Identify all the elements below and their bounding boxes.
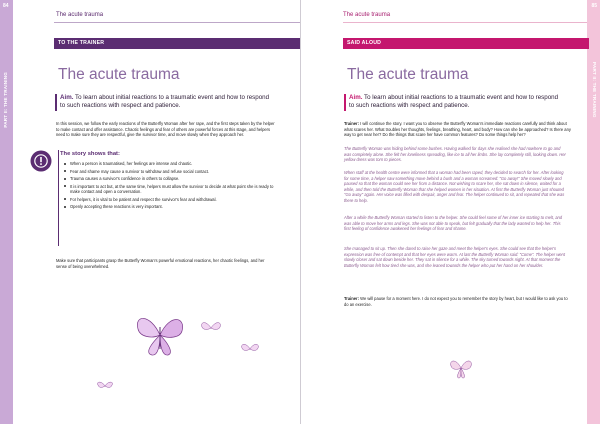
- butterfly-illustration: [130, 305, 190, 365]
- story-paragraph: After a while the Butterfly Woman started to listen to the helper. She could feel some of her inner ice starting to melt, and was able to move her arms and legs. She was not able to speak, but felt gradually that the lady wanted to help her. This first feeling of confidence awakened her feelings of fear and shame.: [344, 215, 563, 232]
- list-item: When a person is traumatised, her feelings are intense and chaotic.: [64, 161, 282, 166]
- side-section-label: PART II: THE TRAINING: [592, 62, 597, 118]
- running-head: The acute trauma: [343, 12, 391, 18]
- intro-paragraph: In this session, we follow the early reactions of the Butterfly Woman after her rape, and the first steps taken by the helper to make contact and offer assistance. Chaotic feelings and fear of others are powerful forces at this stage, and helpers need to make sure they are respectful, give the survivor time, and move slowly when they approach her.: [56, 121, 275, 138]
- closing-paragraph: Make sure that participants grasp the Butterfly Woman's powerful emotional reactions, her chaotic feelings, and her sense of being overwhelmed.: [56, 258, 265, 269]
- page-gutter: [300, 0, 301, 424]
- right-page: [300, 0, 600, 424]
- story-paragraph: The Butterfly Woman was hiding behind some bushes. Having walked for days she realised she had nowhere to go and was completely alone. She felt her loneliness spreading, like ice to all her limbs. She lay completely still, looking down. Her yellow dress was torn to pieces.: [344, 146, 566, 163]
- butterfly-illustration: [240, 342, 260, 356]
- list-item: For helpers, it is vital to be patient and respect the survivor's fear and withdrawal.: [64, 197, 282, 202]
- divider: [54, 22, 300, 23]
- page-number: 85: [591, 3, 597, 9]
- aim-statement: [344, 94, 561, 111]
- page-title: The acute trauma: [58, 66, 180, 83]
- page-title: The acute trauma: [347, 66, 469, 83]
- page-number: 84: [3, 3, 9, 9]
- section-band: [54, 38, 300, 49]
- trainer-closing: [344, 296, 572, 307]
- section-band-label: SAID ALOUD: [347, 40, 382, 46]
- list-item: Openly accepting these reactions is very important.: [64, 204, 282, 209]
- story-paragraph: She managed to sit up. Then she dared to raise her gaze and meet the helper's eyes. She could see that the helper's expression was free of contempt and that her eyes were warm. At last the Butterfly Woman said: "Come". The helper went slowly closer and sat down beside her. They sat in silence for a while. The sky turned towards night. At that moment the Butterfly Woman felt how tired she was, and she leaned towards the helper who put her hand on her shoulder.: [344, 246, 565, 268]
- running-head: The acute trauma: [56, 12, 104, 18]
- story-title: The story shows that:: [60, 151, 120, 157]
- section-band-label: TO THE TRAINER: [58, 40, 105, 46]
- list-item: It is important to act but, at the same time, helpers must allow the survivor to decide at what point she is ready to make contact and open a conversation.: [64, 184, 282, 195]
- section-band: [343, 38, 589, 49]
- left-page-edge: [0, 0, 13, 424]
- trainer-text: I will continue the story. I want you to observe the Butterfly Woman's immediate reactions carefully and think about what scares her. What troubles her thoughts, feelings, breathing, heart, and body? How can she be approached? Is there any way to get near her? Do the things that scare her have common features? Do some things help her?: [344, 121, 571, 138]
- story-points-list: [64, 161, 282, 212]
- story-paragraph: When staff at the health centre were informed that a woman had been raped, they decided to search for her. After looking for some time, a helper saw something move behind a bush and a woman screamed: "Go away!" She moved slowly and paused so that the woman could see her from a distance. Not wishing to scare her, she sat down in silence, waited for a while, and then told the Butterfly Woman that she helped women in her situation. At first the Butterfly Woman just shouted "Go away" again. Her voice was filled with despair, anger and fear. The helper continued to sit, and repeated that she was there to help.: [344, 170, 565, 203]
- trainer-paragraph: [344, 121, 572, 138]
- butterfly-illustration: [200, 320, 222, 336]
- side-section-label: PART II: THE TRAINING: [3, 72, 8, 128]
- list-item: Trauma causes a survivor's confidence in others to collapse.: [64, 176, 282, 181]
- butterfly-illustration: [96, 380, 114, 392]
- butterfly-illustration: [448, 355, 474, 381]
- trainer-label: Trainer:: [344, 121, 360, 126]
- key-points-box: [54, 150, 284, 246]
- trainer-closing-text: We will pause for a moment here. I do not expect you to remember the story by heart, but I would like to ask you to do an exercise.: [344, 296, 568, 307]
- key-points-rule: [58, 150, 59, 246]
- aim-text: To learn about initial reactions to a traumatic event and how to respond to such reactions with respect and patience.: [60, 94, 270, 110]
- aim-statement: [55, 94, 272, 111]
- aim-text: To learn about initial reactions to a traumatic event and how to respond to such reactions with respect and patience.: [349, 94, 559, 110]
- trainer-label: Trainer:: [344, 296, 360, 301]
- list-item: Fear and shame may cause a survivor to withdraw and refuse social contact.: [64, 169, 282, 174]
- key-points-icon: [30, 150, 52, 172]
- aim-label: Aim.: [60, 94, 74, 101]
- aim-label: Aim.: [349, 94, 363, 101]
- divider: [343, 22, 587, 23]
